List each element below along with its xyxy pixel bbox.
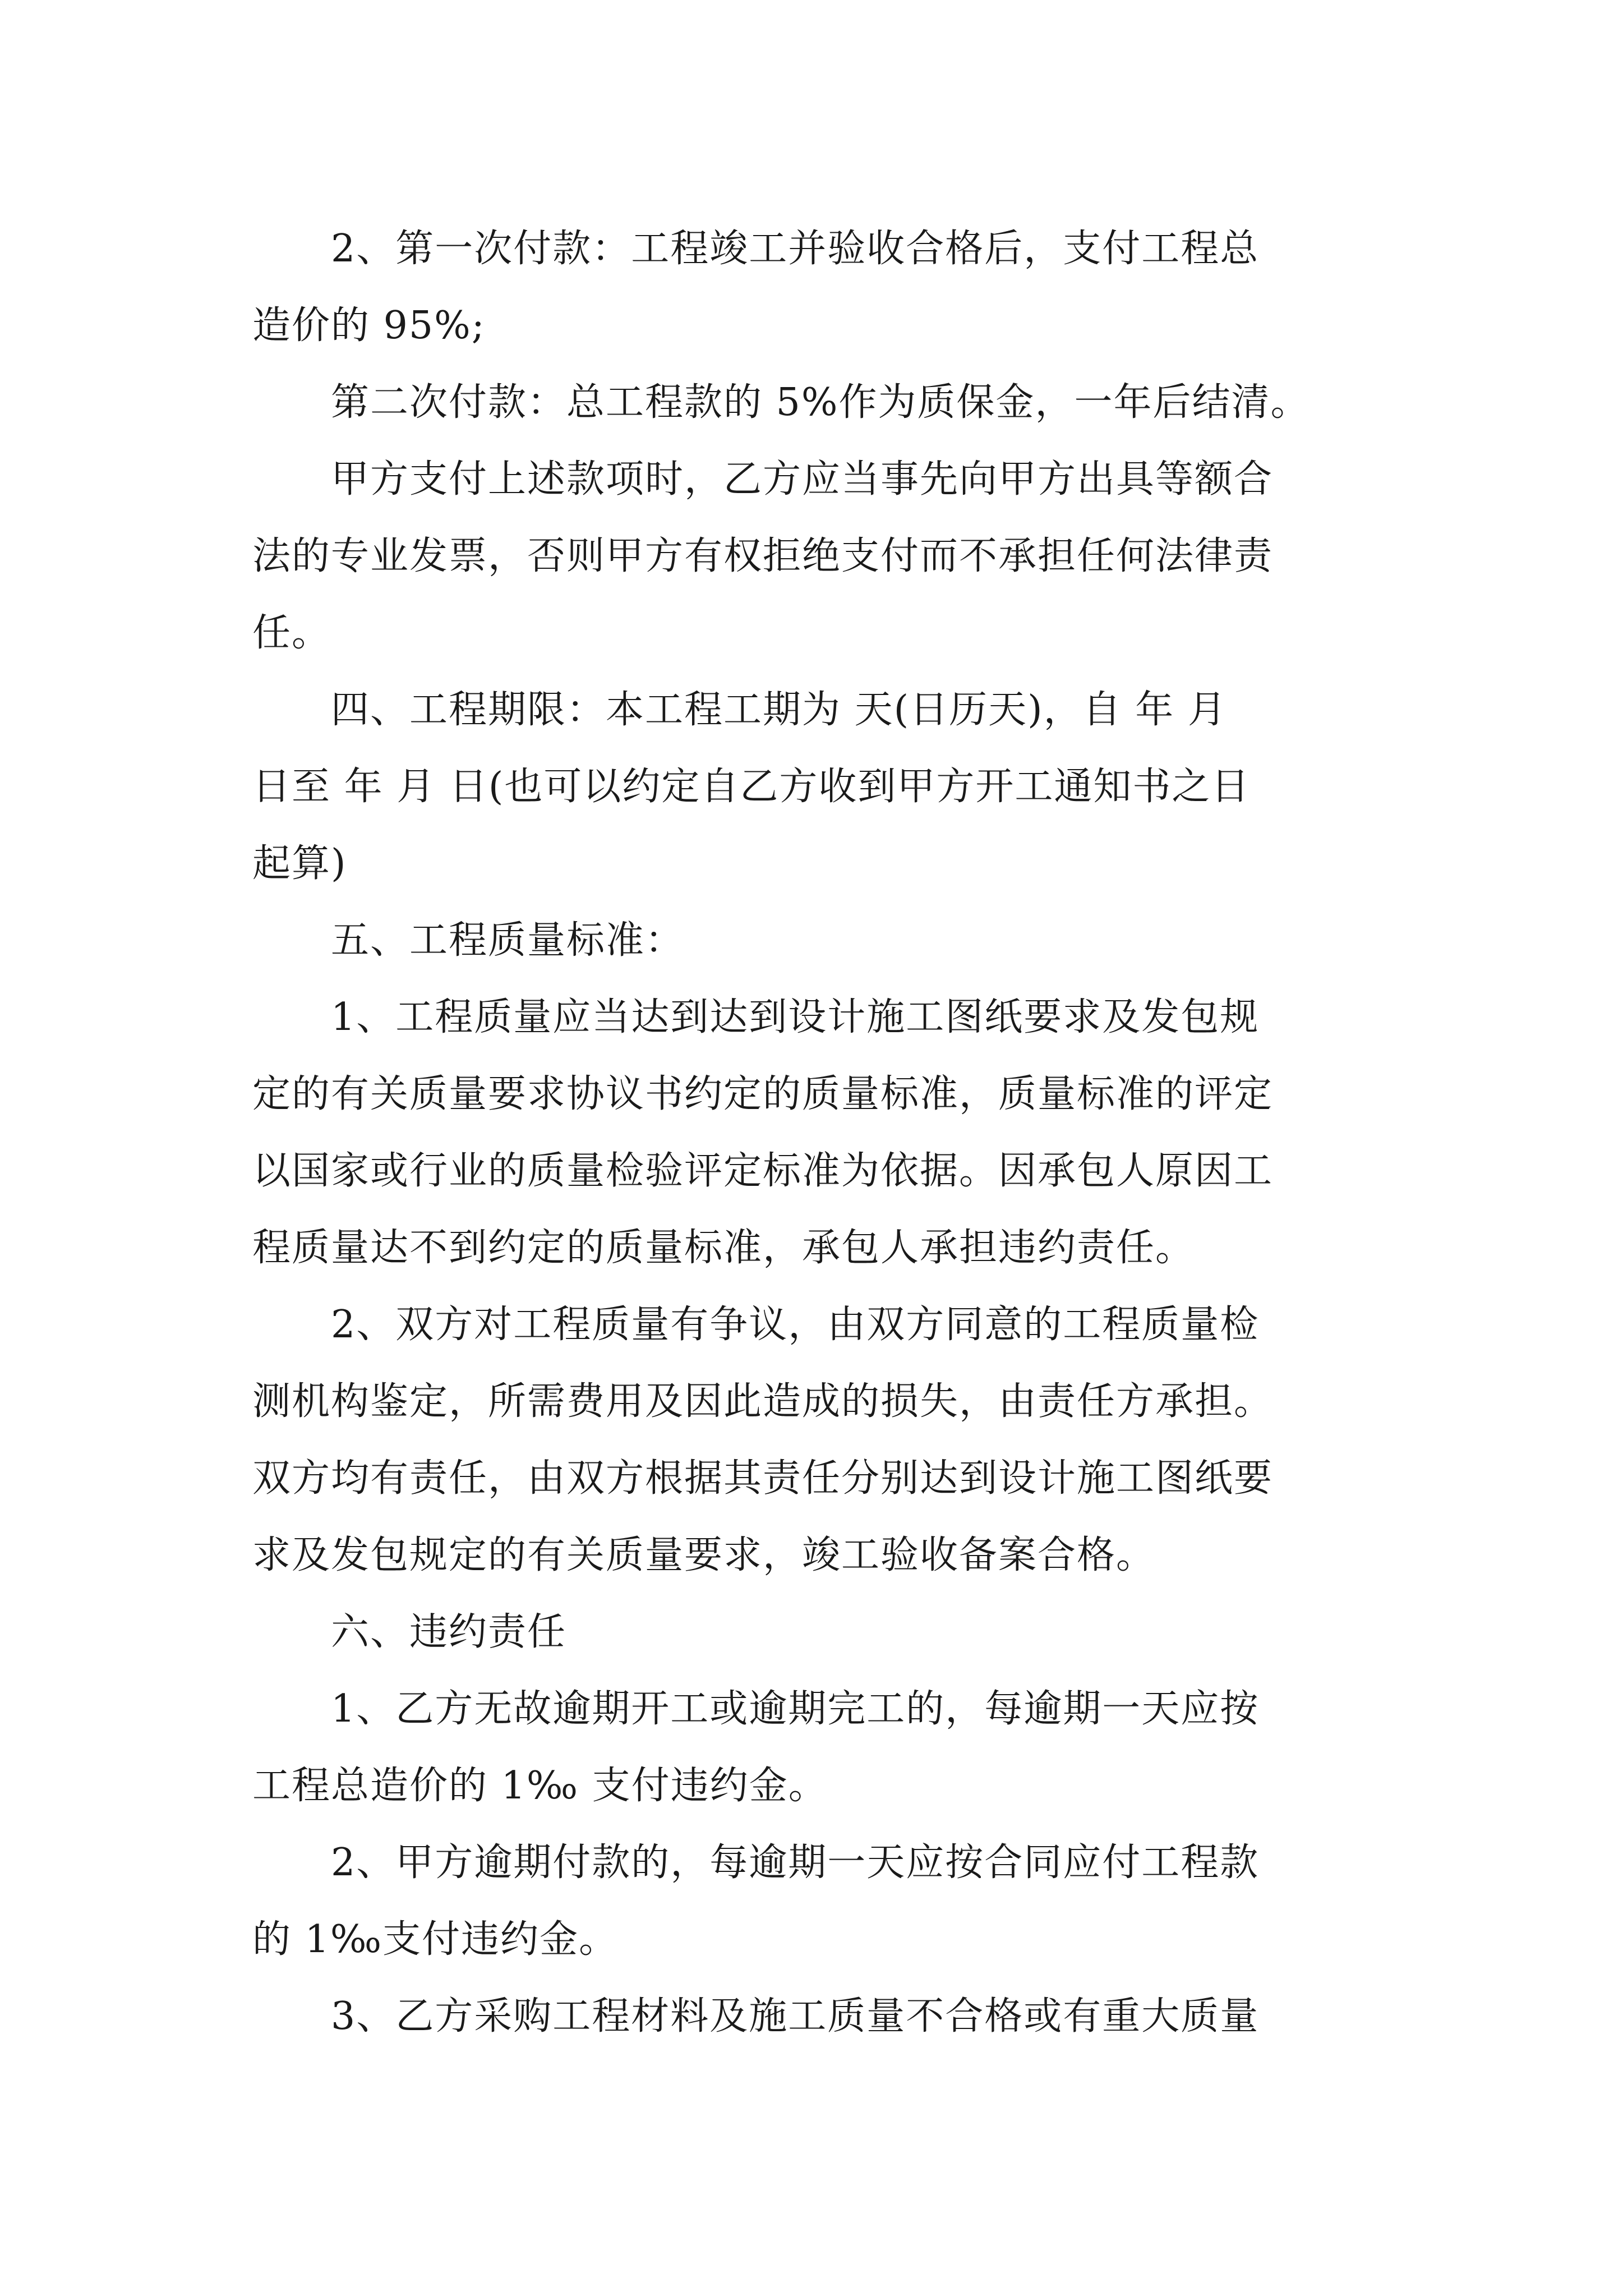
text-line: 2、第一次付款：工程竣工并验收合格后，支付工程总 (331, 227, 1260, 271)
text-line: 3、乙方采购工程材料及施工质量不合格或有重大质量 (331, 1994, 1260, 2039)
text-line: 1、乙方无故逾期开工或逾期完工的，每逾期一天应按 (331, 1687, 1260, 1731)
text-line: 法的专业发票，否则甲方有权拒绝支付而不承担任何法律责 (252, 534, 1274, 578)
text-line: 2、双方对工程质量有争议，由双方同意的工程质量检 (331, 1303, 1260, 1347)
text-line: 任。 (252, 611, 331, 655)
text-line: 日至 年 月 日(也可以约定自乙方收到甲方开工通知书之日 (252, 765, 1251, 809)
text-line: 的 1‰支付违约金。 (252, 1917, 619, 1962)
text-line: 求及发包规定的有关质量要求，竣工验收备案合格。 (252, 1533, 1156, 1577)
text-line: 定的有关质量要求协议书约定的质量标准，质量标准的评定 (252, 1072, 1274, 1116)
text-line: 造价的 95%; (252, 303, 486, 348)
text-line: 甲方支付上述款项时，乙方应当事先向甲方出具等额合 (331, 457, 1274, 501)
section-heading-line: 六、违约责任 (331, 1610, 567, 1654)
section-heading-line: 五、工程质量标准： (331, 918, 685, 963)
text-line: 测机构鉴定，所需费用及因此造成的损失，由责任方承担。 (252, 1379, 1274, 1424)
text-line: 起算) (252, 841, 347, 886)
text-line: 以国家或行业的质量检验评定标准为依据。因承包人原因工 (252, 1149, 1274, 1193)
text-line: 双方均有责任，由双方根据其责任分别达到设计施工图纸要 (252, 1456, 1274, 1501)
text-line: 程质量达不到约定的质量标准，承包人承担违约责任。 (252, 1226, 1195, 1270)
text-line: 1、工程质量应当达到达到设计施工图纸要求及发包规 (331, 995, 1260, 1039)
document-body (252, 210, 1402, 2055)
section-heading-line: 四、工程期限：本工程工期为 天(日历天)，自 年 月 (331, 688, 1227, 732)
text-line: 工程总造价的 1‰ 支付违约金。 (252, 1764, 828, 1808)
text-line: 第二次付款：总工程款的 5%作为质保金，一年后结清。 (331, 380, 1310, 425)
text-line: 2、甲方逾期付款的，每逾期一天应按合同应付工程款 (331, 1841, 1260, 1885)
